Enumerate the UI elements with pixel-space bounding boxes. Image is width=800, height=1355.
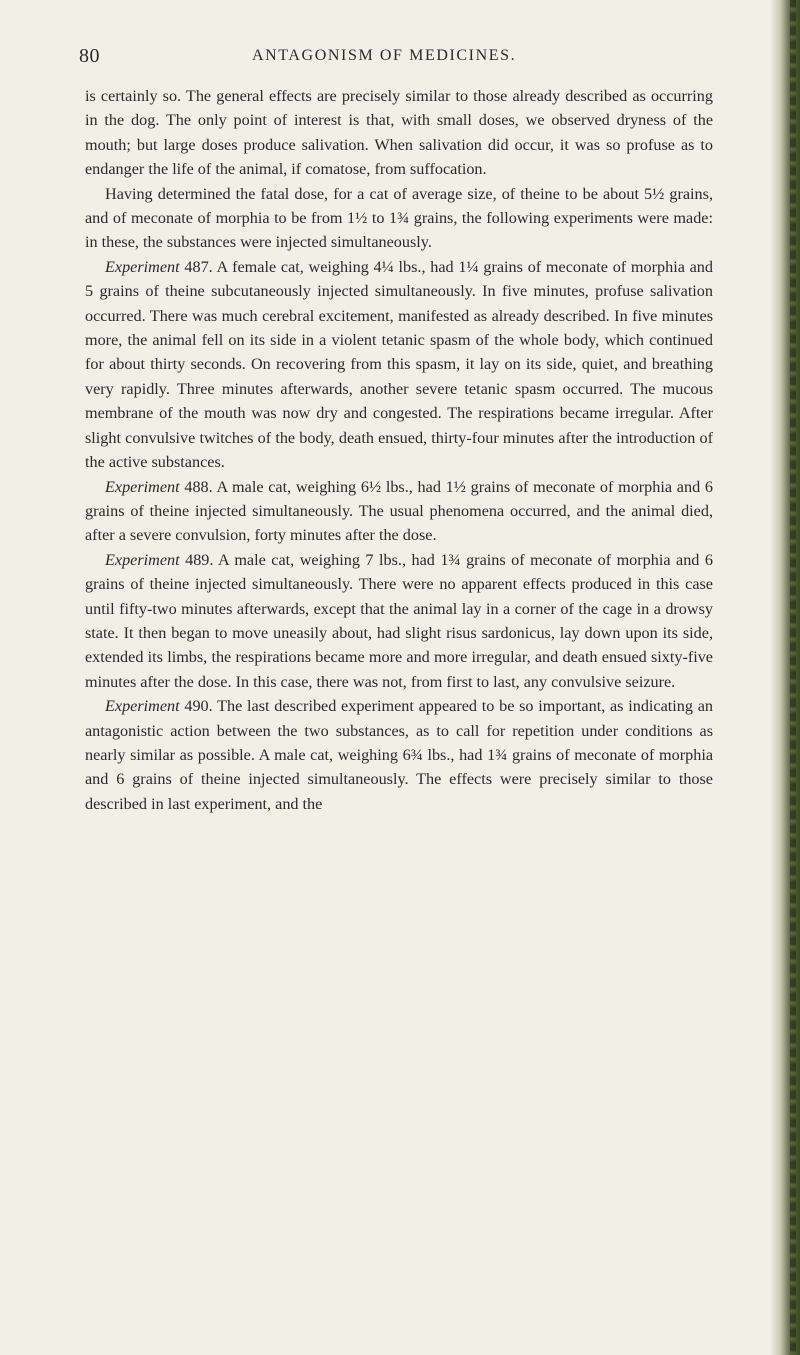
paragraph-experiment-487 [85, 255, 713, 475]
paragraph-text: 488. A male cat, weighing 6½ lbs., had 1½ grains of meconate of morphia and 6 grains of theine injected simultaneously. The usual phenomena occurred, and the animal died, after a severe convulsion, forty minutes after the dose. [85, 477, 713, 545]
body-text [85, 84, 713, 816]
experiment-label: Experiment [105, 550, 180, 569]
paragraph-text: 489. A male cat, weighing 7 lbs., had 1¾ grains of meconate of morphia and 6 grains of theine injected simultaneously. There were no apparent effects produced in this case until fifty-two minutes afterwards, except that the animal lay in a corner of the cage in a drowsy state. It then began to move uneasily about, had slight risus sardonicus, lay down upon its side, extended its limbs, the respirations became more and more irregular, and death ensued sixty-five minutes after the dose. In this case, there was not, from first to last, any convulsive seizure. [85, 550, 713, 691]
paragraph-experiment-489 [85, 548, 713, 694]
paragraph-text: Having determined the fatal dose, for a cat of average size, of theine to be about 5½ grains, and of meconate of morphia to be from 1½ to 1¾ grains, the following experiments were made: in these, the substances were injected simultaneously. [85, 184, 713, 252]
running-head: ANTAGONISM OF MEDICINES. [252, 47, 517, 64]
paragraph-text: 487. A female cat, weighing 4¼ lbs., had 1¼ grains of meconate of morphia and 5 grains of theine subcutaneously injected simultaneously. In five minutes, profuse salivation occurred. There was much cerebral excitement, manifested as already described. In five minutes more, the animal fell on its side in a violent tetanic spasm of the whole body, which continued for about thirty seconds. On recovering from this spasm, it lay on its side, quiet, and breathing very rapidly. Three minutes afterwards, another severe tetanic spasm occurred. The mucous membrane of the mouth was now dry and congested. The respirations became irregular. After slight convulsive twitches of the body, death ensued, thirty-four minutes after the introduction of the active substances. [85, 257, 713, 472]
page-edge-shadow [770, 0, 800, 1355]
paragraph-experiment-490 [85, 694, 713, 816]
page-number: 80 [79, 45, 100, 67]
experiment-label: Experiment [105, 697, 180, 716]
paragraph-text: 490. The last described experiment appeared to be so important, as indicating an antagonistic action between the two substances, as to call for repetition under conditions as nearly similar as possible. A male cat, weighing 6¾ lbs., had 1¾ grains of meconate of morphia and 6 grains of theine injected simultaneously. The effects were precisely similar to those described in last experiment, and the [85, 697, 713, 813]
paragraph-text: is certainly so. The general effects are precisely similar to those already described as occurring in the dog. The only point of interest is that, with small doses, we observed dryness of the mouth; but large doses produce salivation. When salivation did occur, it was so profuse as to endanger the life of the animal, if comatose, from suffocation. [85, 87, 713, 179]
experiment-label: Experiment [105, 257, 180, 276]
experiment-label: Experiment [105, 477, 180, 496]
paragraph-experiment-488 [85, 475, 713, 548]
paragraph-fatal-dose [85, 182, 713, 255]
paragraph-continuation [85, 84, 713, 182]
